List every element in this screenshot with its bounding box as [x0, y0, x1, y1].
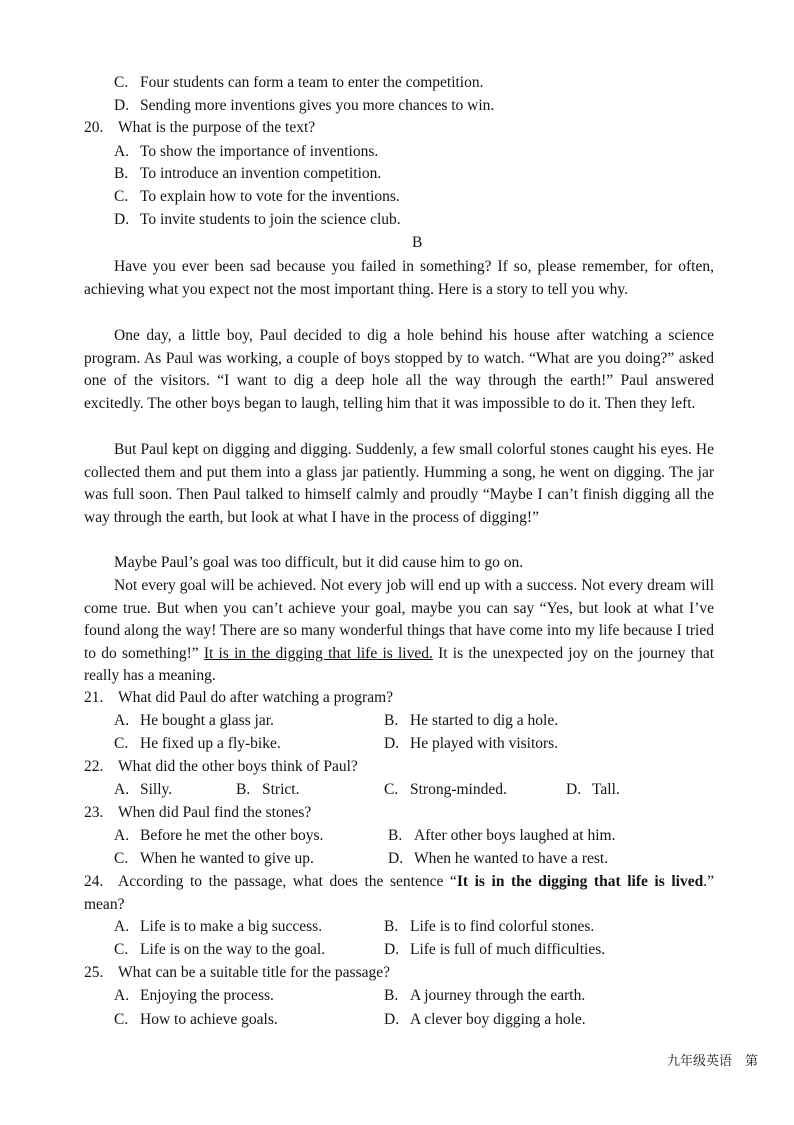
question-text: What did the other boys think of Paul? [118, 758, 358, 775]
question-text: What can be a suitable title for the passage? [118, 964, 390, 981]
option-letter: B. [114, 165, 129, 182]
option-letter: A. [114, 781, 130, 798]
option-text: Tall. [592, 781, 620, 798]
option-letter: D. [384, 735, 400, 752]
option-letter: D. [388, 850, 404, 867]
passage-paragraph-2 [84, 325, 714, 415]
passage-paragraph-1 [84, 256, 714, 301]
paragraph-text: Have you ever been sad because you failed in something? If so, please remember, for often, achieving what you expect not the most important thing. Here is a story to tell you why. [84, 258, 714, 298]
option-text: Strong-minded. [410, 781, 507, 798]
option-letter: C. [114, 1011, 129, 1028]
q25-option-c [114, 1009, 278, 1031]
option-text: How to achieve goals. [140, 1011, 278, 1028]
option-letter: D. [384, 941, 400, 958]
option-letter: C. [114, 188, 129, 205]
option-letter: A. [114, 827, 130, 844]
option-letter: B. [388, 827, 403, 844]
q20-option-c [114, 186, 400, 208]
q22-option-c [384, 779, 507, 801]
section-label: B [412, 234, 423, 251]
q22-option-d [566, 779, 620, 801]
option-letter: B. [384, 712, 399, 729]
q19-option-d [114, 95, 494, 117]
option-text: After other boys laughed at him. [414, 827, 616, 844]
question-text: What is the purpose of the text? [118, 119, 316, 136]
q21-stem [84, 687, 393, 709]
option-letter: B. [236, 781, 251, 798]
option-text: To invite students to join the science club. [140, 211, 401, 228]
page-footer: 九年级英语 第 [666, 1054, 758, 1069]
option-letter: C. [114, 941, 129, 958]
question-number: 24. [84, 873, 104, 890]
q25-option-d [384, 1009, 586, 1031]
paragraph-text: But Paul kept on digging and digging. Suddenly, a few small colorful stones caught his eyes. He collected them and put them into a glass jar patiently. Humming a song, he went on digging. The jar was full soon. Then Paul talked to himself calmly and proudly “Maybe I can’t finish digging all the way through the earth, but look at what I have in the process of digging!” [84, 441, 714, 526]
option-letter: C. [114, 74, 129, 91]
q21-option-a [114, 710, 274, 732]
quoted-sentence: It is in the digging that life is [456, 873, 665, 890]
option-text: Life is to find colorful stones. [410, 918, 595, 935]
option-text: To show the importance of inventions. [140, 143, 379, 160]
q23-stem [84, 802, 311, 824]
option-text: To explain how to vote for the inventions. [140, 188, 400, 205]
q25-option-b [384, 985, 585, 1007]
paragraph-text: It is the unexpected joy on the journey that really has a meaning. [84, 644, 715, 685]
option-letter: A. [114, 918, 130, 935]
q22-option-a [114, 779, 172, 801]
q25-option-a [114, 985, 274, 1007]
option-text: He started to dig a hole. [410, 712, 559, 729]
option-letter: A. [114, 987, 130, 1004]
q24-option-a [114, 916, 322, 938]
option-letter: C. [384, 781, 399, 798]
option-letter: B. [384, 987, 399, 1004]
q23-option-a [114, 825, 323, 847]
option-text: A clever boy digging a hole. [410, 1011, 586, 1028]
paragraph-text: One day, a little boy, Paul decided to dig a hole behind his house after watching a science program. As Paul was working, a couple of boys stopped by to watch. “What are you doing?” asked one of the visitors. “I want to dig a deep hole all the way through the earth!” Paul answered excitedly. The other boys began to laugh, telling him that it was impossible to do it. Then they left. [84, 327, 714, 412]
q25-stem [84, 962, 390, 984]
passage-paragraph-3 [84, 439, 714, 529]
option-letter: B. [384, 918, 399, 935]
option-text: Before he met the other boys. [140, 827, 324, 844]
question-number: 25. [84, 964, 104, 981]
option-text: Sending more inventions gives you more chances to win. [140, 97, 495, 114]
q21-option-c [114, 733, 281, 755]
option-letter: A. [114, 143, 130, 160]
paragraph-text: Maybe Paul’s goal was too difficult, but it did cause him to go on. [114, 554, 524, 571]
option-text: Life is to make a big success. [140, 918, 323, 935]
q23-option-b [388, 825, 615, 847]
option-letter: A. [114, 712, 130, 729]
q24-option-d [384, 939, 605, 961]
option-text: Silly. [140, 781, 173, 798]
q21-option-b [384, 710, 558, 732]
q24-stem [84, 871, 714, 916]
q24-option-c [114, 939, 325, 961]
q20-option-a [114, 141, 378, 163]
option-text: He bought a glass jar. [140, 712, 274, 729]
option-text: He fixed up a fly-bike. [140, 735, 281, 752]
option-text: Life is full of much difficulties. [410, 941, 606, 958]
q19-option-c [114, 72, 484, 94]
q20-stem [84, 117, 315, 139]
q20-option-b [114, 163, 381, 185]
option-text: To introduce an invention competition. [140, 165, 382, 182]
q23-option-c [114, 848, 314, 870]
option-text: Enjoying the process. [140, 987, 274, 1004]
q22-stem [84, 756, 358, 778]
option-text: He played with visitors. [410, 735, 559, 752]
option-letter: D. [566, 781, 582, 798]
quoted-sentence-end: lived [671, 873, 704, 890]
question-number: 23. [84, 804, 104, 821]
question-number: 20. [84, 119, 104, 136]
paragraph-text: Not every goal will be achieved. Not every job will end up with a success. Not every dream will come true. But when you can’t achieve your goal, maybe you can say “Yes, but look at what I’ve found along the way! There are so many wonderful things that have come into my life because I tried to do something!” [84, 577, 714, 662]
option-text: When he wanted to give up. [140, 850, 314, 867]
option-text: Strict. [262, 781, 300, 798]
option-text: Life is on the way to the goal. [140, 941, 326, 958]
question-number: 21. [84, 689, 104, 706]
q23-option-d [388, 848, 608, 870]
question-text: According to the passage, what does the sentence “ [118, 873, 457, 890]
option-letter: D. [114, 211, 130, 228]
passage-paragraph-4 [84, 552, 714, 575]
option-letter: D. [384, 1011, 400, 1028]
question-text: What did Paul do after watching a program? [118, 689, 394, 706]
underlined-sentence: It is in the digging that life is lived. [203, 644, 433, 662]
question-text: When did Paul find the stones? [118, 804, 312, 821]
q20-option-d [114, 209, 401, 231]
option-letter: D. [114, 97, 130, 114]
question-number: 22. [84, 758, 104, 775]
question-text-end: .” mean? [84, 873, 714, 913]
option-letter: C. [114, 850, 129, 867]
q21-option-d [384, 733, 558, 755]
option-text: A journey through the earth. [410, 987, 586, 1004]
option-letter: C. [114, 735, 129, 752]
q24-option-b [384, 916, 594, 938]
option-text: When he wanted to have a rest. [414, 850, 609, 867]
option-text: Four students can form a team to enter the competition. [140, 74, 484, 91]
q22-option-b [236, 779, 299, 801]
passage-paragraph-5 [84, 575, 714, 688]
